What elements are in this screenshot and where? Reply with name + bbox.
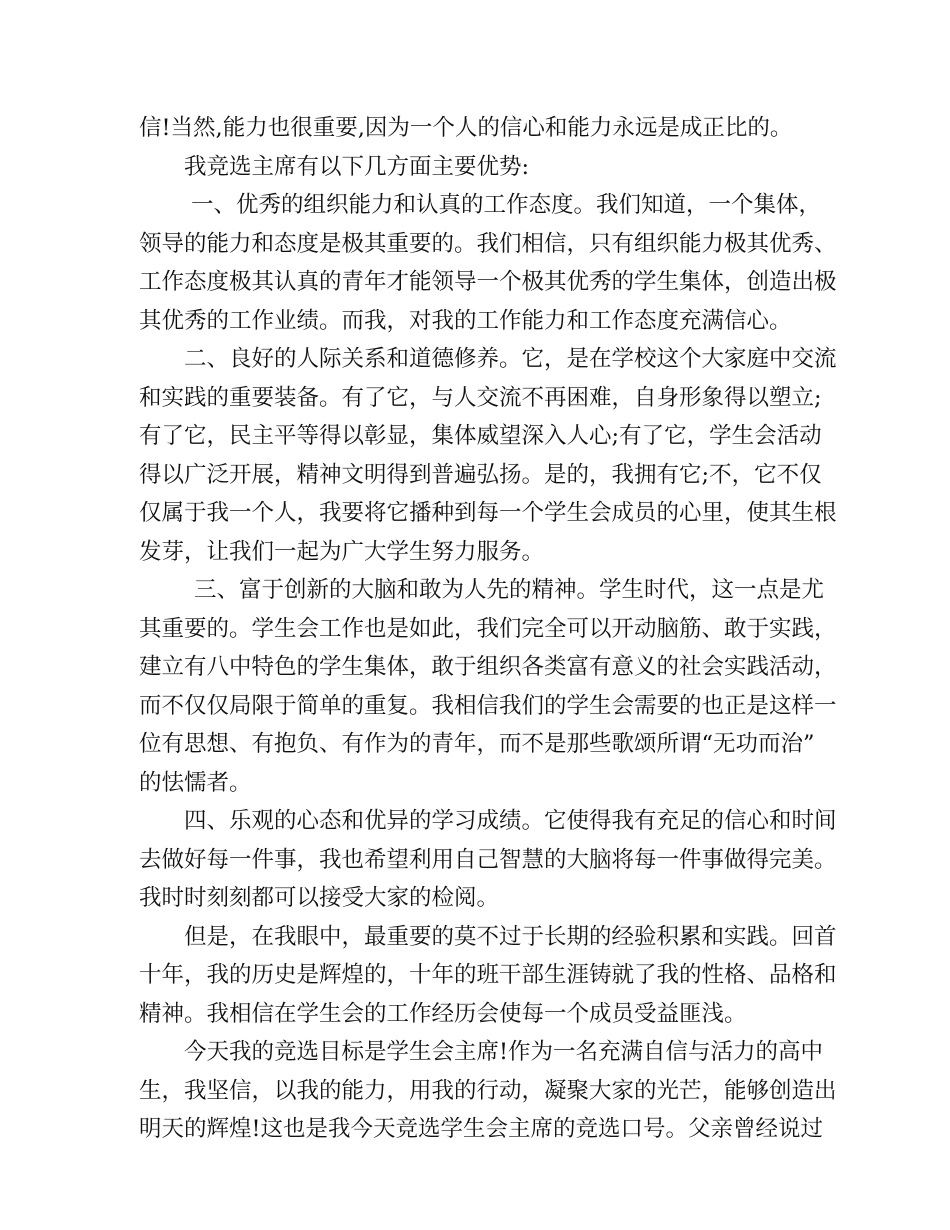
text-line: 十年，我的历史是辉煌的，十年的班干部生涯铸就了我的性格、品格和: [139, 962, 837, 988]
text-line: 仅属于我一个人，我要将它播种到每一个学生会成员的心里，使其生根: [139, 500, 837, 526]
text-line: 位有思想、有抱负、有作为的青年，而不是那些歌颂所谓“无功而治”: [139, 731, 815, 757]
document-body: [139, 109, 837, 1149]
text-line: 其优秀的工作业绩。而我，对我的工作能力和工作态度充满信心。: [139, 307, 792, 334]
text-line: 而不仅仅局限于简单的重复。我相信我们的学生会需要的也正是这样一: [139, 692, 837, 719]
text-line: 得以广泛开展，精神文明得到普遍弘扬。是的，我拥有它;不，它不仅: [139, 461, 822, 488]
text-line: 工作态度极其认真的青年才能领导一个极其优秀的学生集体，创造出极: [139, 269, 837, 295]
text-line: 建立有八中特色的学生集体，敢于组织各类富有意义的社会实践活动，: [139, 654, 837, 680]
text-line: 一、优秀的组织能力和认真的工作态度。我们知道，一个集体，: [191, 192, 822, 218]
text-line: 领导的能力和态度是极其重要的。我们相信，只有组织能力极其优秀、: [139, 230, 837, 257]
text-line: 二、良好的人际关系和道德修养。它，是在学校这个大家庭中交流: [184, 346, 837, 372]
text-line: 和实践的重要装备。有了它，与人交流不再困难，自身形象得以塑立;: [139, 384, 822, 411]
text-line: 今天我的竞选目标是学生会主席!作为一名充满自信与活力的高中: [184, 1039, 824, 1065]
text-line: 我竞选主席有以下几方面主要优势:: [184, 153, 530, 180]
text-line: 但是，在我眼中，最重要的莫不过于长期的经验积累和实践。回首: [184, 923, 837, 950]
text-line: 信!当然,能力也很重要,因为一个人的信心和能力永远是成正比的。: [139, 115, 793, 141]
text-line: 生，我坚信，以我的能力，用我的行动，凝聚大家的光芒，能够创造出: [139, 1077, 837, 1104]
text-line: 明天的辉煌!这也是我今天竞选学生会主席的竞选口号。父亲曾经说过: [139, 1116, 824, 1142]
text-line: 精神。我相信在学生会的工作经历会使每一个成员受益匪浅。: [139, 1000, 747, 1027]
text-line: 我时时刻刻都可以接受大家的检阅。: [139, 885, 500, 911]
text-line: 其重要的。学生会工作也是如此，我们完全可以开动脑筋、敢于实践，: [139, 615, 837, 642]
text-line: 四、乐观的心态和优异的学习成绩。它使得我有充足的信心和时间: [184, 808, 837, 834]
text-line: 的怯懦者。: [139, 769, 252, 796]
text-line: 有了它，民主平等得以彰显，集体威望深入人心;有了它，学生会活动: [139, 423, 822, 449]
text-line: 发芽，让我们一起为广大学生努力服务。: [139, 538, 545, 565]
text-line: 三、富于创新的大脑和敢为人先的精神。学生时代，这一点是尤: [194, 577, 825, 603]
text-line: 去做好每一件事，我也希望利用自己智慧的大脑将每一件事做得完美。: [139, 846, 837, 873]
